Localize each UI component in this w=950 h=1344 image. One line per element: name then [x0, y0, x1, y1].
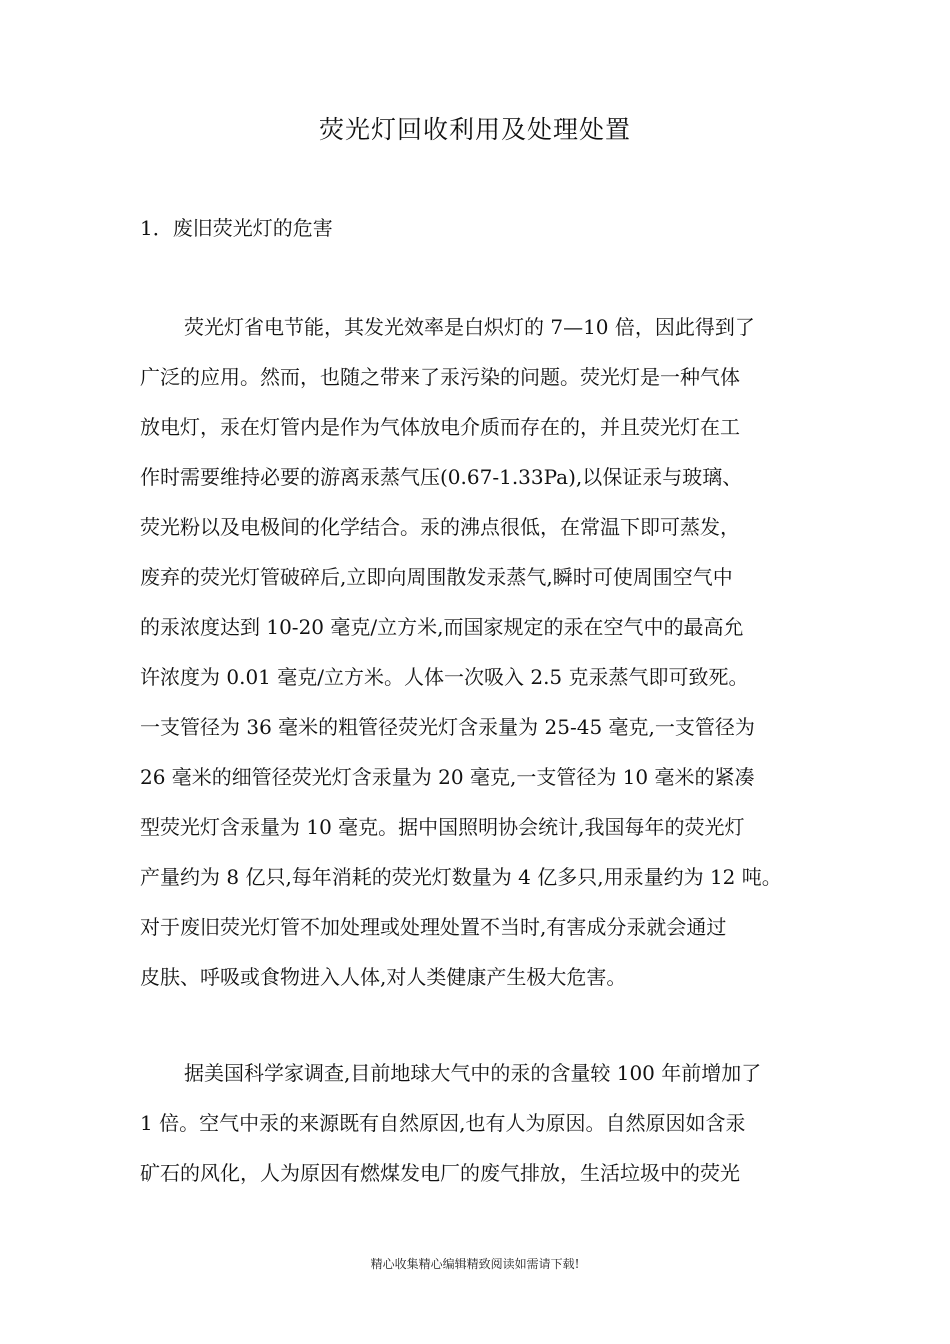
paragraph-1 — [140, 302, 840, 1002]
paragraph-line: 1 倍。空气中汞的来源既有自然原因,也有人为原因。自然原因如含汞 — [140, 1111, 746, 1135]
document-title: 荧光灯回收利用及处理处置 — [318, 115, 631, 144]
paragraph-line: 对于废旧荧光灯管不加处理或处理处置不当时,有害成分汞就会通过 — [140, 915, 727, 939]
paragraph-line: 皮肤、呼吸或食物进入人体,对人类健康产生极大危害。 — [140, 965, 627, 989]
paragraph-line: 放电灯，汞在灯管内是作为气体放电介质而存在的，并且荧光灯在工 — [140, 415, 740, 439]
paragraph-line: 产量约为 8 亿只,每年消耗的荧光灯数量为 4 亿多只,用汞量约为 12 吨。 — [140, 865, 782, 889]
paragraph-line: 废弃的荧光灯管破碎后,立即向周围散发汞蒸气,瞬时可使周围空气中 — [140, 565, 733, 589]
paragraph-line: 据美国科学家调查,目前地球大气中的汞的含量较 100 年前增加了 — [184, 1061, 762, 1085]
paragraph-line: 许浓度为 0.01 毫克/立方米。人体一次吸入 2.5 克汞蒸气即可致死。 — [140, 665, 749, 689]
section-heading: 1．废旧荧光灯的危害 — [140, 216, 333, 240]
paragraph-line: 的汞浓度达到 10-20 毫克/立方米,而国家规定的汞在空气中的最高允 — [140, 615, 744, 639]
paragraph-line: 广泛的应用。然而，也随之带来了汞污染的问题。荧光灯是一种气体 — [140, 365, 740, 389]
paragraph-line: 荧光粉以及电极间的化学结合。汞的沸点很低，在常温下即可蒸发， — [140, 515, 740, 539]
paragraph-line: 矿石的风化，人为原因有燃煤发电厂的废气排放，生活垃圾中的荧光 — [140, 1161, 740, 1185]
page-footer: 精心收集精心编辑精致阅读如需请下载! — [370, 1257, 580, 1271]
paragraph-2 — [140, 1048, 840, 1198]
paragraph-line: 一支管径为 36 毫米的粗管径荧光灯含汞量为 25-45 毫克,一支管径为 — [140, 715, 755, 739]
paragraph-line: 型荧光灯含汞量为 10 毫克。据中国照明协会统计,我国每年的荧光灯 — [140, 815, 745, 839]
paragraph-line: 荧光灯省电节能，其发光效率是白炽灯的 7—10 倍，因此得到了 — [184, 315, 755, 339]
paragraph-line: 26 毫米的细管径荧光灯含汞量为 20 毫克,一支管径为 10 毫米的紧凑 — [140, 765, 755, 789]
paragraph-line: 作时需要维持必要的游离汞蒸气压(0.67-1.33Pa),以保证汞与玻璃、 — [140, 465, 743, 489]
